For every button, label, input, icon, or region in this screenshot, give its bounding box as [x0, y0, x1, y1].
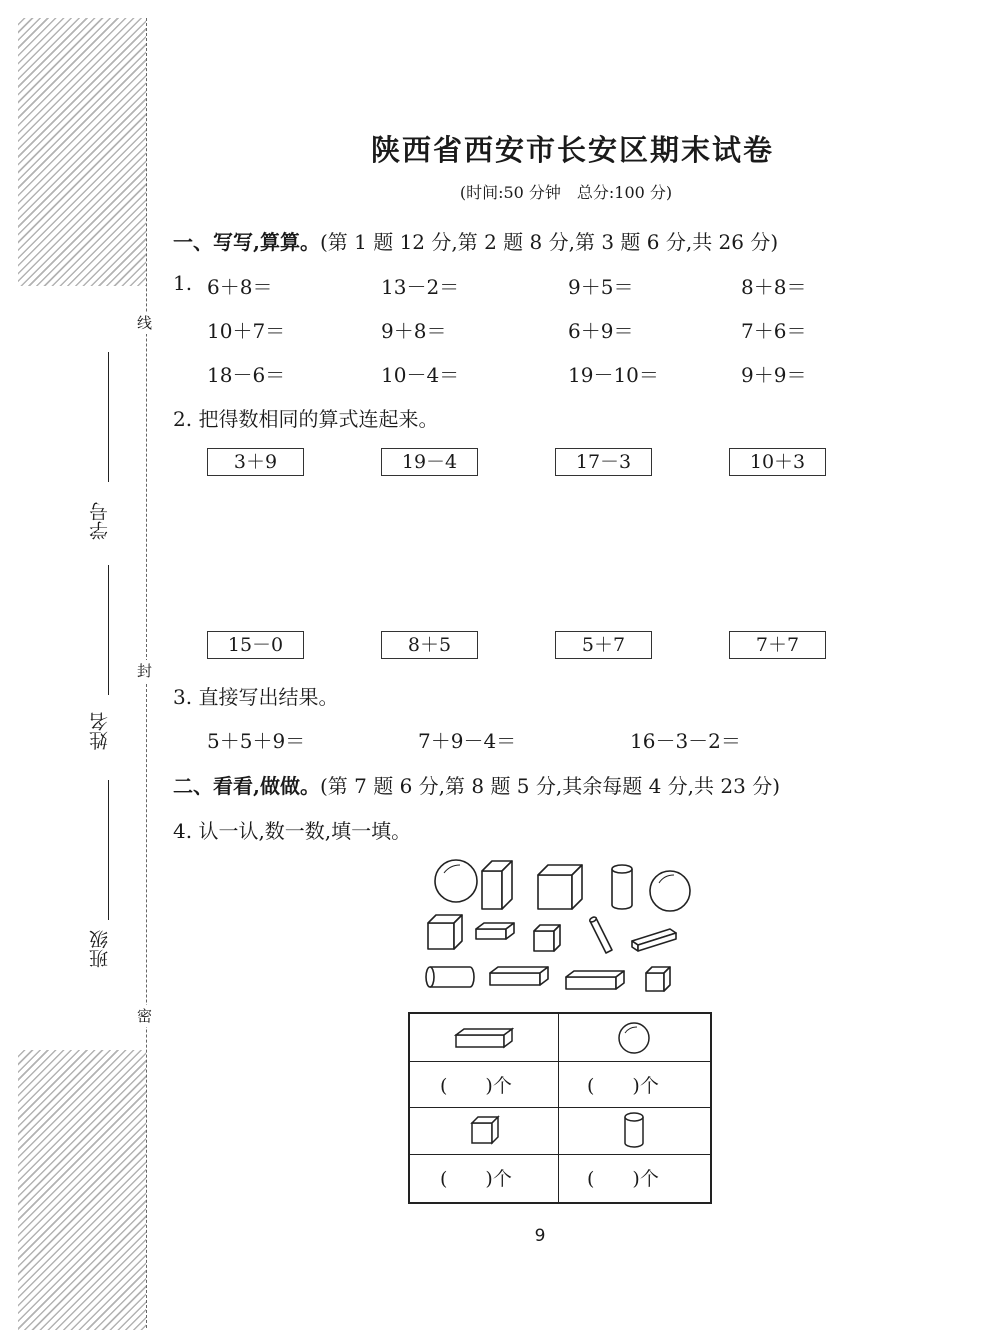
q1-item: 6＋9＝ — [568, 319, 634, 343]
q4-prompt: 4. 认一认,数一数,填一填。 — [173, 819, 412, 843]
student-id-line — [108, 352, 109, 482]
page-number: 9 — [534, 1226, 546, 1246]
page-subtitle: (时间:50 分钟 总分:100 分) — [459, 183, 673, 202]
match-box-top[interactable]: 3＋9 — [207, 448, 304, 476]
match-box-bottom[interactable]: 15－0 — [207, 631, 304, 659]
cube-small-icon — [646, 967, 670, 991]
match-box-bottom[interactable]: 7＋7 — [729, 631, 826, 659]
q1-item: 9＋5＝ — [568, 275, 634, 299]
section1-heading: 一、写写,算算。 — [173, 230, 320, 254]
table-cell-sphere — [559, 1014, 708, 1060]
hatch-bottom — [18, 1050, 146, 1330]
match-box-top[interactable]: 19－4 — [381, 448, 478, 476]
q3-item: 16－3－2＝ — [630, 729, 741, 753]
q1-number: 1. — [173, 271, 193, 295]
match-box-bottom[interactable]: 5＋7 — [555, 631, 652, 659]
cut-label-close: 密 — [137, 1007, 153, 1025]
q1-item: 8＋8＝ — [741, 275, 807, 299]
answer-blank[interactable]: ( )个 — [587, 1168, 659, 1190]
answer-blank[interactable]: ( )个 — [587, 1075, 659, 1097]
section2-heading: 二、看看,做做。 — [173, 774, 320, 798]
q1-item: 10－4＝ — [381, 363, 460, 387]
page-title: 陕西省西安市长安区期末试卷 — [370, 133, 774, 167]
student-id-label: 学号 — [89, 502, 111, 540]
q1-item: 13－2＝ — [381, 275, 460, 299]
cube-small-icon — [534, 925, 560, 951]
table-answer-cube[interactable] — [410, 1154, 559, 1200]
q1-item: 9＋8＝ — [381, 319, 447, 343]
sphere-icon — [435, 860, 477, 902]
cube-icon — [538, 865, 582, 909]
cuboid-flat-icon — [476, 923, 514, 939]
class-label: 班级 — [89, 930, 111, 968]
table-cell-cuboid — [410, 1014, 559, 1060]
name-label: 姓名 — [89, 712, 111, 750]
table-answer-cylinder[interactable] — [559, 1154, 708, 1200]
section1-note: (第 1 题 12 分,第 2 题 8 分,第 3 题 6 分,共 26 分) — [319, 230, 779, 254]
q3-item: 7＋9－4＝ — [418, 729, 517, 753]
cylinder-icon — [623, 1111, 645, 1149]
q1-item: 19－10＝ — [568, 363, 659, 387]
q1-item: 10＋7＝ — [207, 319, 286, 343]
answer-blank[interactable]: ( )个 — [440, 1168, 512, 1190]
cuboid-icon — [454, 1027, 514, 1049]
cylinder-rod-icon — [589, 916, 612, 953]
q1-item: 7＋6＝ — [741, 319, 807, 343]
cylinder-icon — [612, 865, 632, 909]
answer-table — [408, 1012, 712, 1204]
cube-icon — [428, 915, 462, 949]
cut-label-line: 线 — [137, 314, 153, 332]
q1-item: 6＋8＝ — [207, 275, 273, 299]
cuboid-long-icon — [490, 967, 548, 985]
q3-prompt: 3. 直接写出结果。 — [173, 685, 339, 709]
cylinder-lying-icon — [426, 967, 474, 987]
sphere-icon — [650, 871, 690, 911]
cuboid-long-icon — [566, 971, 624, 989]
q2-prompt: 2. 把得数相同的算式连起来。 — [173, 407, 439, 431]
table-answer-cuboid[interactable] — [410, 1061, 559, 1107]
shapes-figure — [420, 855, 710, 1005]
name-line — [108, 780, 109, 920]
student-id-line-lower — [108, 565, 109, 695]
table-cell-cylinder — [559, 1107, 708, 1153]
cuboid-bar-icon — [632, 929, 676, 951]
cut-label-seal: 封 — [137, 662, 153, 680]
q1-item: 18－6＝ — [207, 363, 286, 387]
q3-item: 5＋5＋9＝ — [207, 729, 306, 753]
cuboid-tall-icon — [482, 861, 512, 909]
match-box-top[interactable]: 10＋3 — [729, 448, 826, 476]
match-box-bottom[interactable]: 8＋5 — [381, 631, 478, 659]
cube-icon — [470, 1115, 500, 1145]
q1-item: 9＋9＝ — [741, 363, 807, 387]
answer-blank[interactable]: ( )个 — [440, 1075, 512, 1097]
section2-note: (第 7 题 6 分,第 8 题 5 分,其余每题 4 分,共 23 分) — [319, 774, 781, 798]
section1-header — [173, 226, 778, 255]
section2-header — [173, 770, 780, 799]
table-answer-sphere[interactable] — [559, 1061, 708, 1107]
match-box-top[interactable]: 17－3 — [555, 448, 652, 476]
sphere-icon — [617, 1021, 651, 1055]
table-cell-cube — [410, 1107, 559, 1153]
